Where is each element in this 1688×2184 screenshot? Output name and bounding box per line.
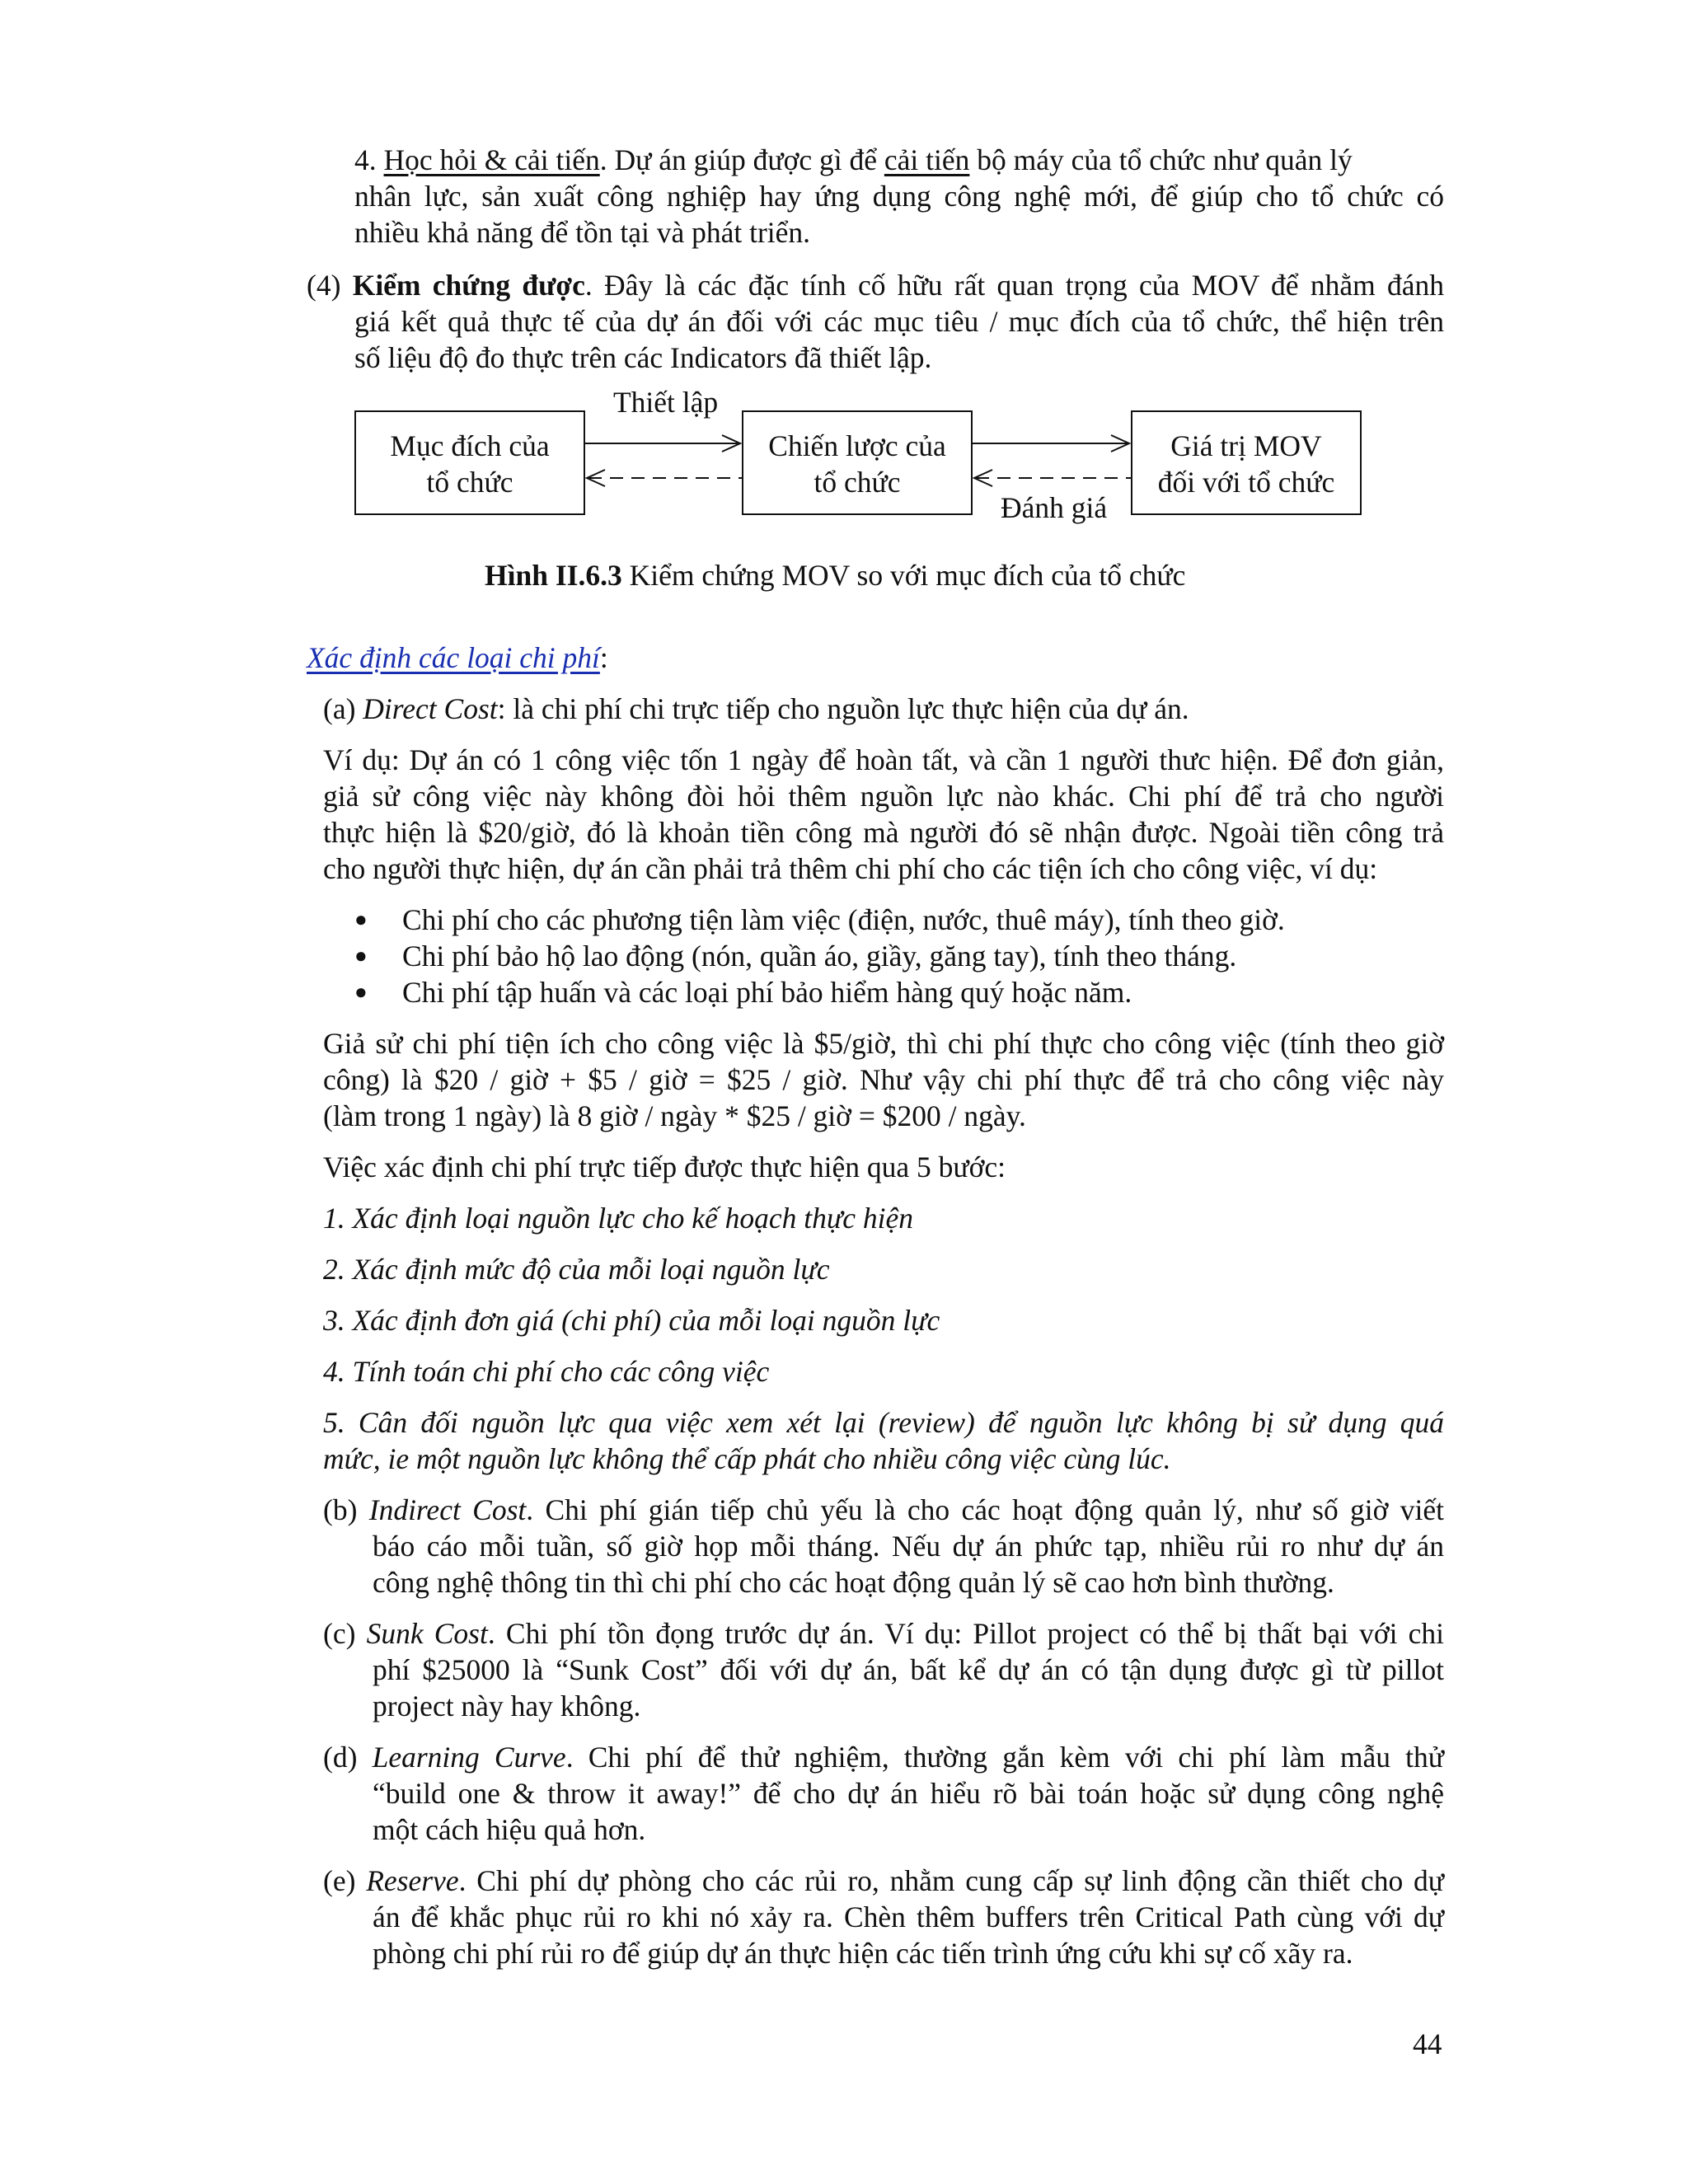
verify-line3: số liệu độ đo thực trên các Indicators đã thiết lập. — [354, 341, 932, 374]
item4-number: 4. — [354, 143, 377, 176]
cost-e-term: Reserve — [366, 1864, 459, 1897]
calc-line3: (làm trong 1 ngày) là 8 giờ / ngày * $25 / giờ = $200 / ngày. — [323, 1099, 1026, 1132]
step5-line1: 5. Cân đối nguồn lực qua việc xem xét lại (review) để nguồn lực không bị sử dụng quá — [323, 1406, 1444, 1439]
cost-b-line2: báo cáo mỗi tuần, số giờ họp mỗi tháng. Nếu dự án phức tạp, nhiều rủi ro như dự án — [373, 1530, 1444, 1563]
verify-title: Kiểm chứng được — [352, 269, 585, 302]
step5-line2: mức, ie một nguồn lực không thể cấp phát cho nhiều công việc cùng lúc. — [323, 1442, 1171, 1475]
cost-c-line1: (c) Sunk Cost. Chi phí tồn đọng trước dự án. Ví dụ: Pillot project có thể bị thất bại với chi — [323, 1617, 1445, 1650]
step-item: 1. Xác định loại nguồn lực cho kế hoạch thực hiện — [323, 1202, 914, 1235]
bullet-icon: ● — [354, 980, 368, 1004]
steps-intro: Việc xác định chi phí trực tiếp được thực hiện qua 5 bước: — [323, 1151, 1006, 1183]
diagram-box-org-goal: Mục đích của tổ chức — [354, 410, 585, 515]
calc-line1: Giả sử chi phí tiện ích cho công việc là $5/giờ, thì chi phí thực cho công việc (tính theo giờ — [323, 1027, 1444, 1060]
calc-line2: công) là $20 / giờ + $5 / giờ = $25 / giờ. Như vậy chi phí thực để trả cho công việc này — [323, 1063, 1444, 1096]
example-line1: Ví dụ: Dự án có 1 công việc tốn 1 ngày để hoàn tất, và cần 1 người thưc hiện. Để đơn giản, — [323, 743, 1444, 776]
item4-term2: cải tiến — [884, 143, 970, 176]
step-item: 3. Xác định đơn giá (chi phí) của mỗi loại nguồn lực — [323, 1304, 940, 1337]
cost-b-term: Indirect Cost — [368, 1493, 527, 1526]
diagram-label-evaluate: Đánh giá — [1001, 491, 1108, 524]
cost-d-line1: (d) Learning Curve. Chi phí để thử nghiệm, thường gắn kèm với chi phí làm mẫu thử — [323, 1741, 1445, 1774]
list-item: Chi phí cho các phương tiện làm việc (điện, nước, thuê máy), tính theo giờ. — [402, 903, 1285, 936]
item4-term: Học hỏi & cải tiến — [383, 143, 600, 176]
step-item: 4. Tính toán chi phí cho các công việc — [323, 1355, 770, 1388]
step-item: 2. Xác định mức độ của mỗi loại nguồn lực — [323, 1253, 830, 1286]
diagram-box-org-strategy: Chiến lược của tổ chức — [742, 410, 973, 515]
cost-c-term: Sunk Cost — [366, 1617, 488, 1650]
item4-line2: nhân lực, sản xuất công nghiệp hay ứng dụng công nghệ mới, để giúp cho tổ chức có — [354, 180, 1444, 213]
cost-c-line2: phí $25000 là “Sunk Cost” đối với dự án, bất kể dự án có tận dụng được gì từ pillot — [373, 1653, 1444, 1686]
list-item: Chi phí bảo hộ lao động (nón, quần áo, giầy, găng tay), tính theo tháng. — [402, 940, 1237, 972]
diagram-label-setup: Thiết lập — [613, 386, 719, 419]
verify-number: (4) — [307, 269, 341, 302]
bullet-icon: ● — [354, 907, 368, 931]
diagram-box-mov-value: Giá trị MOV đối với tổ chức — [1131, 410, 1362, 515]
figure-caption: Hình II.6.3 Kiểm chứng MOV so với mục đích của tổ chức — [485, 559, 1186, 592]
cost-d-line2: “build one & throw it away!” để cho dự án hiểu rõ bài toán hoặc sử dụng công nghệ — [373, 1777, 1444, 1810]
cost-d-term: Learning Curve — [372, 1741, 566, 1774]
figure-label: Hình II.6.3 — [485, 559, 622, 592]
costs-heading-link[interactable]: Xác định các loại chi phí — [307, 641, 600, 674]
cost-d-line3: một cách hiệu quả hơn. — [373, 1813, 646, 1846]
costs-heading: Xác định các loại chi phí: — [307, 641, 608, 674]
verify-line1: (4) Kiểm chứng được. Đây là các đặc tính cố hữu rất quan trọng của MOV để nhằm đánh — [307, 269, 1445, 302]
cost-e-line1: (e) Reserve. Chi phí dự phòng cho các rủi ro, nhằm cung cấp sự linh động cần thiết cho dự — [323, 1864, 1444, 1897]
cost-e-line3: phòng chi phí rủi ro để giúp dự án thực hiện các tiến trình ứng cứu khi sự cố xãy ra. — [373, 1937, 1353, 1970]
cost-c-line3: project này hay không. — [373, 1690, 641, 1722]
cost-e-line2: án để khắc phục rủi ro khi nó xảy ra. Chèn thêm buffers trên Critical Path cùng với dự — [373, 1900, 1444, 1933]
cost-b-line1: (b) Indirect Cost. Chi phí gián tiếp chủ yếu là cho các hoạt động quản lý, như số giờ viết — [323, 1493, 1444, 1526]
item4-line1: 4. Học hỏi & cải tiến. Dự án giúp được gì để cải tiến bộ máy của tổ chức như quản lý — [354, 143, 1353, 176]
cost-b-line3: công nghệ thông tin thì chi phí cho các hoạt động quản lý sẽ cao hơn bình thường. — [373, 1566, 1334, 1599]
cost-a: (a) Direct Cost: là chi phí chi trực tiếp cho nguồn lực thực hiện của dự án. — [323, 692, 1189, 725]
example-line4: cho người thực hiện, dự án cần phải trả thêm chi phí cho các tiện ích cho công việc, ví dụ: — [323, 852, 1378, 885]
list-item: Chi phí tập huấn và các loại phí bảo hiểm hàng quý hoặc năm. — [402, 976, 1132, 1009]
page-number: 44 — [1413, 2027, 1442, 2060]
bullet-icon: ● — [354, 944, 368, 968]
item4-line3: nhiều khả năng để tồn tại và phát triển. — [354, 216, 811, 249]
verify-line2: giá kết quả thực tế của dự án đối với các mục tiêu / mục đích của tổ chức, thể hiện trên — [354, 305, 1444, 338]
example-line2: giả sử công việc này không đòi hỏi thêm nguồn lực nào khác. Chi phí để trả cho người — [323, 780, 1444, 813]
cost-a-term: Direct Cost — [363, 692, 498, 725]
example-line3: thực hiện là $20/giờ, đó là khoản tiền công mà người đó sẽ nhận được. Ngoài tiền công trả — [323, 816, 1444, 849]
